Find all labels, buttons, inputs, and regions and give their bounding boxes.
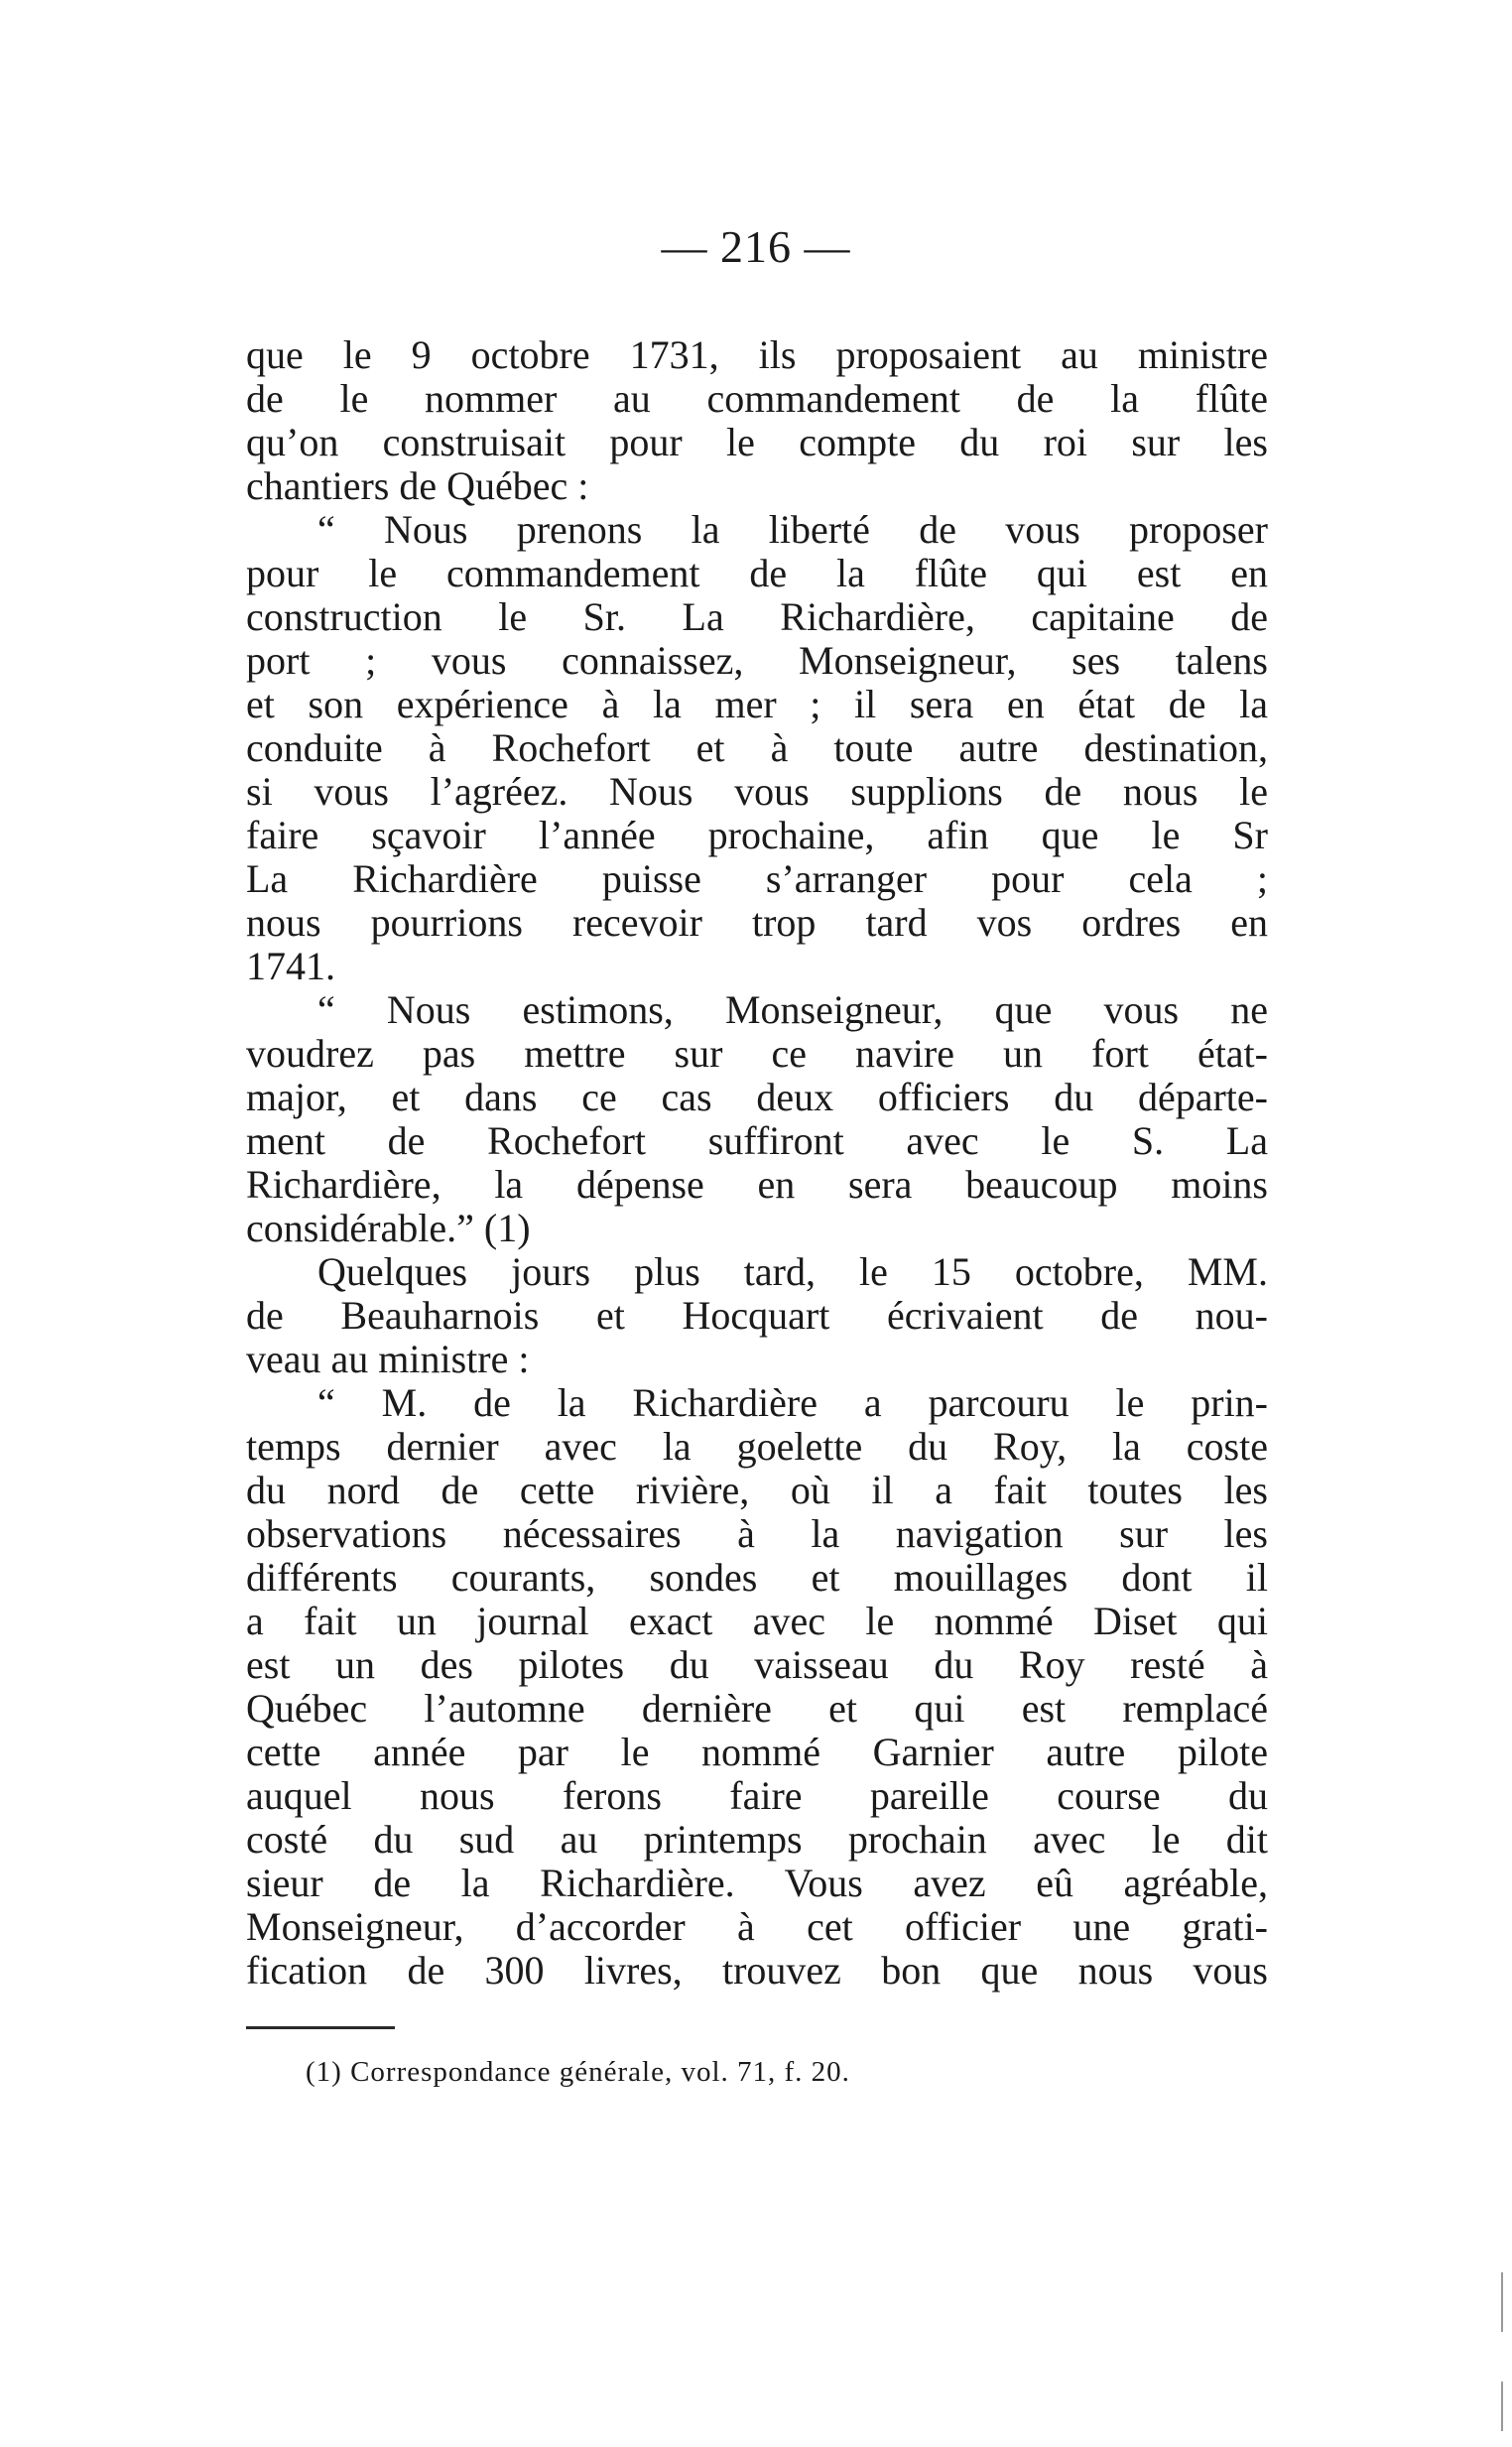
text-line: “ Nous prenons la liberté de vous proposer — [317, 508, 1268, 552]
page-number: — 216 — — [661, 221, 851, 272]
text-line: a fait un journal exact avec le nommé Diset qui — [246, 1600, 1268, 1643]
scan-edge-mark — [1501, 2382, 1503, 2431]
text-line: cette année par le nommé Garnier autre pilote — [246, 1731, 1268, 1774]
text-line: chantiers de Québec : — [246, 464, 589, 508]
text-line: conduite à Rochefort et à toute autre destination, — [246, 726, 1268, 770]
text-line: Monseigneur, d’accorder à cet officier une grati- — [246, 1905, 1268, 1949]
text-line: costé du sud au printemps prochain avec le dit — [246, 1818, 1268, 1862]
body-text — [246, 333, 1268, 1993]
text-line: veau au ministre : — [246, 1338, 530, 1381]
text-line: sieur de la Richardière. Vous avez eû agréable, — [246, 1862, 1268, 1905]
text-line: de Beauharnois et Hocquart écrivaient de nou- — [246, 1294, 1268, 1338]
text-line: pour le commandement de la flûte qui est en — [246, 552, 1268, 595]
text-line: “ Nous estimons, Monseigneur, que vous ne — [317, 988, 1268, 1032]
text-line: “ M. de la Richardière a parcouru le prin- — [317, 1381, 1268, 1425]
text-line: voudrez pas mettre sur ce navire un fort état- — [246, 1032, 1268, 1076]
text-line: si vous l’agréez. Nous vous supplions de nous le — [246, 770, 1268, 814]
text-line: Richardière, la dépense en sera beaucoup moins — [246, 1163, 1268, 1207]
text-line: La Richardière puisse s’arranger pour cela ; — [246, 857, 1268, 901]
footnote: (1) Correspondance générale, vol. 71, f. 20. — [306, 2056, 850, 2088]
text-line: considérable.” (1) — [246, 1207, 531, 1250]
text-line: du nord de cette rivière, où il a fait toutes les — [246, 1469, 1268, 1512]
text-line: ment de Rochefort suffiront avec le S. La — [246, 1119, 1268, 1163]
text-line: Quelques jours plus tard, le 15 octobre, MM. — [317, 1250, 1268, 1294]
text-line: fication de 300 livres, trouvez bon que nous vous — [246, 1949, 1268, 1993]
text-line: qu’on construisait pour le compte du roi sur les — [246, 421, 1268, 464]
text-line: nous pourrions recevoir trop tard vos ordres en — [246, 901, 1268, 945]
text-line: de le nommer au commandement de la flûte — [246, 377, 1268, 421]
text-line: faire sçavoir l’année prochaine, afin que le Sr — [246, 814, 1268, 857]
text-line: Québec l’automne dernière et qui est remplacé — [246, 1687, 1268, 1731]
text-line: observations nécessaires à la navigation sur les — [246, 1512, 1268, 1556]
text-line: que le 9 octobre 1731, ils proposaient au ministre — [246, 333, 1268, 377]
text-line: auquel nous ferons faire pareille course du — [246, 1774, 1268, 1818]
text-line: différents courants, sondes et mouillages dont il — [246, 1556, 1268, 1600]
scan-edge-mark — [1501, 2272, 1503, 2332]
footnote-separator — [246, 2026, 395, 2029]
text-line: 1741. — [246, 945, 335, 988]
text-line: est un des pilotes du vaisseau du Roy resté à — [246, 1643, 1268, 1687]
text-line: construction le Sr. La Richardière, capitaine de — [246, 595, 1268, 639]
text-line: et son expérience à la mer ; il sera en état de la — [246, 683, 1268, 726]
text-line: temps dernier avec la goelette du Roy, la coste — [246, 1425, 1268, 1469]
text-line: port ; vous connaissez, Monseigneur, ses talens — [246, 639, 1268, 683]
text-line: major, et dans ce cas deux officiers du départe- — [246, 1076, 1268, 1119]
